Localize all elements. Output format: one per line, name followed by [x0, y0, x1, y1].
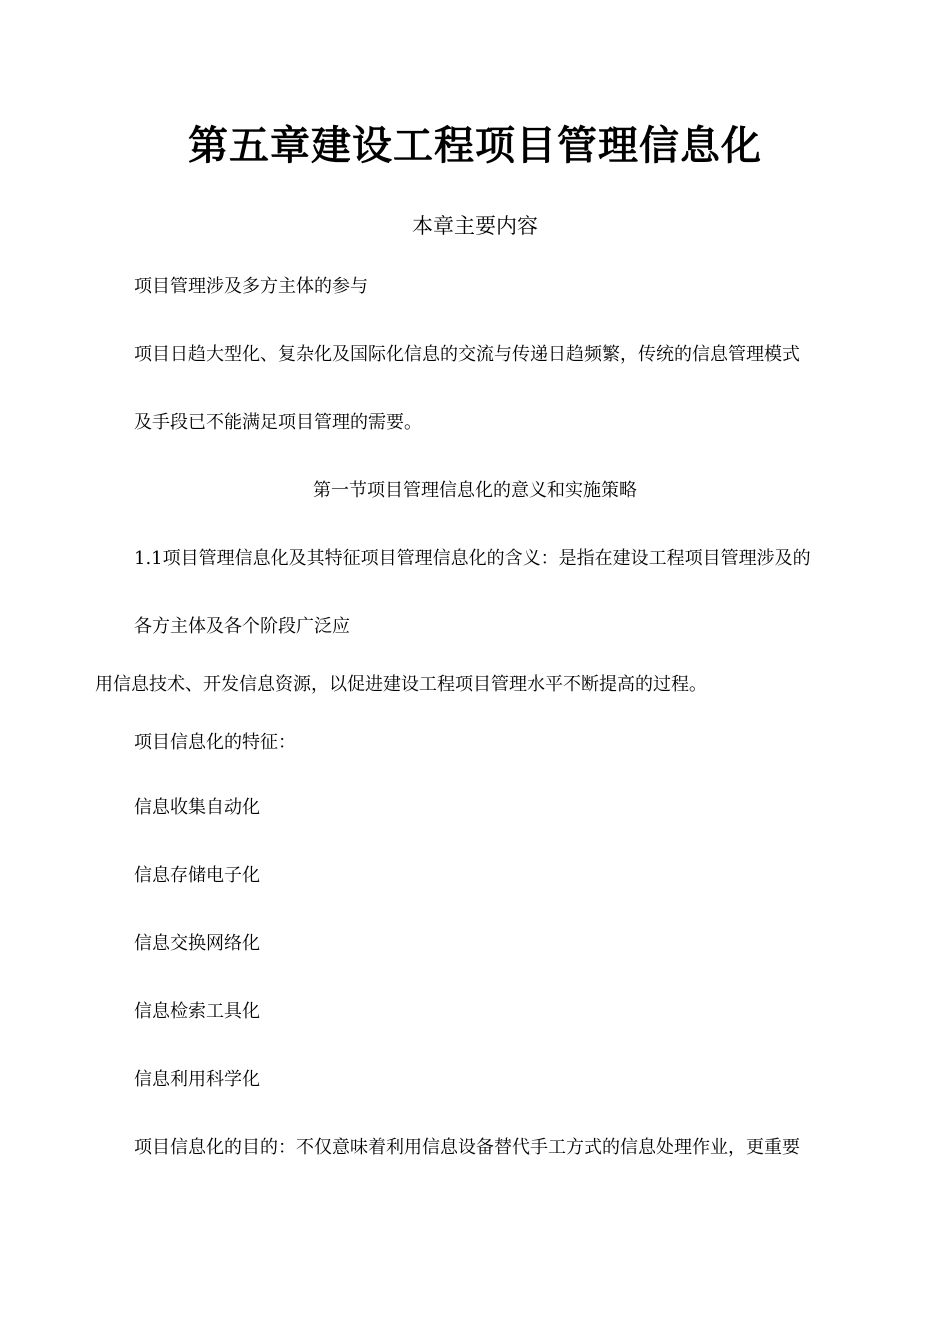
paragraph-line: 项目信息化的目的：不仅意味着利用信息设备替代手工方式的信息处理作业，更重要: [134, 1137, 800, 1158]
list-item: 信息交换网络化: [134, 933, 260, 954]
chapter-title: 第五章建设工程项目管理信息化: [188, 123, 762, 169]
paragraph-line: 项目管理涉及多方主体的参与: [134, 276, 368, 297]
list-item: 信息收集自动化: [134, 797, 260, 818]
paragraph-line: 项目日趋大型化、复杂化及国际化信息的交流与传递日趋频繁，传统的信息管理模式: [134, 344, 800, 365]
list-item: 信息存储电子化: [134, 865, 260, 886]
list-item: 信息利用科学化: [134, 1069, 260, 1090]
paragraph-line: 项目信息化的特征：: [134, 732, 296, 753]
chapter-subtitle: 本章主要内容: [412, 214, 538, 238]
paragraph-line: 1.1项目管理信息化及其特征项目管理信息化的含义：是指在建设工程项目管理涉及的: [134, 548, 811, 569]
list-item: 信息检索工具化: [134, 1001, 260, 1022]
paragraph-line: 用信息技术、开发信息资源，以促进建设工程项目管理水平不断提高的过程。: [95, 674, 707, 695]
paragraph-line: 各方主体及各个阶段广泛应: [134, 616, 350, 637]
paragraph-line: 及手段已不能满足项目管理的需要。: [134, 412, 422, 433]
section-heading: 第一节项目管理信息化的意义和实施策略: [313, 480, 637, 501]
